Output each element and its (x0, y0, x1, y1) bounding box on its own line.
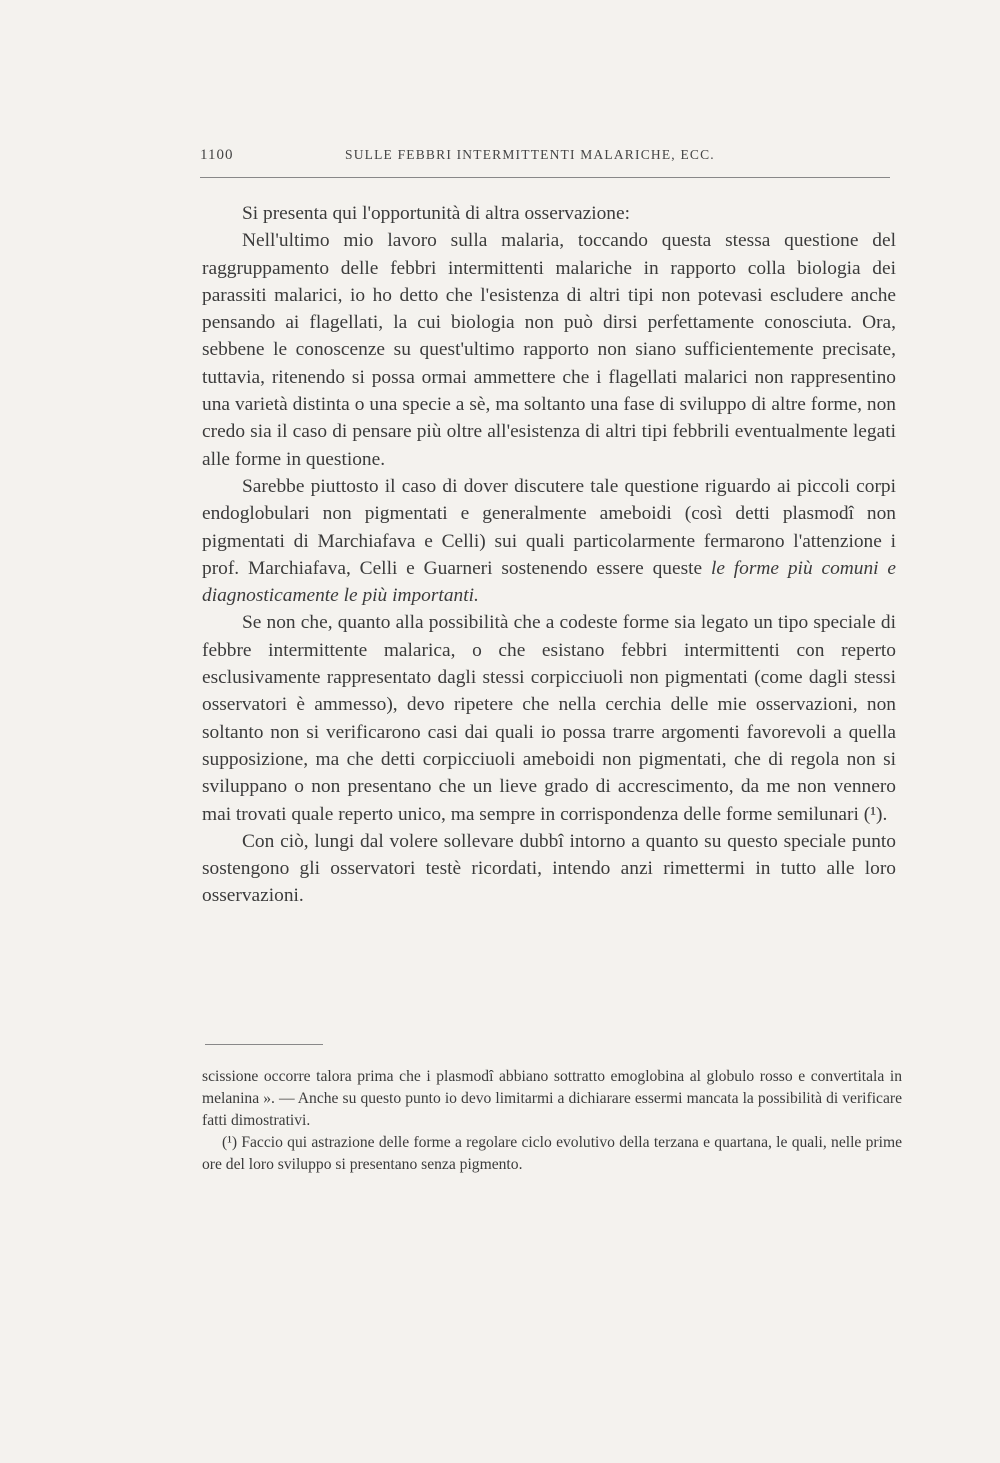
header-rule (200, 177, 890, 178)
footnotes (202, 1066, 902, 1176)
paragraph-2: Nell'ultimo mio lavoro sulla malaria, toccando questa stessa questione del raggruppamento delle febbri intermittenti malariche in rapporto colla biologia dei parassiti malarici, io ho detto che l'esistenza di altri tipi non potevasi escludere anche pensando ai flagellati, la cui biologia non può dirsi perfettamente conosciuta. Ora, sebbene le conoscenze su quest'ultimo rapporto non siano sufficientemente precisate, tuttavia, ritenendo si possa ormai ammettere che i flagellati malarici non rappresentino una varietà distinta o una specie a sè, ma soltanto una fase di sviluppo di altre forme, non credo sia il caso di pensare più oltre all'esistenza di altri tipi febbrili eventualmente legati alle forme in questione. (202, 230, 896, 470)
page-number: 1100 (200, 147, 234, 163)
paragraph-4: Se non che, quanto alla possibilità che a codeste forme sia legato un tipo speciale di febbre intermittente malarica, o che esistano febbri intermittenti con reperto esclusivamente rappresentato dagli stessi corpicciuoli non pigmentati (come dagli stessi osservatori è ammesso), devo ripetere che nella cerchia delle mie osservazioni, non soltanto non si verificarono casi dai quali io possa trarre argomenti favorevoli a quella supposizione, ma che detti corpicciuoli ameboidi non pigmentati, che di regola non si sviluppano o non presentano che un lieve grado di accrescimento, da me non vennero mai trovati quale reperto unico, ma sempre in corrispondenza delle forme semilunari (¹). (202, 612, 896, 825)
footnote-continuation: scissione occorre talora prima che i plasmodî abbiano sottratto emoglobina al globulo rosso e convertitala in melanina ». — Anche su questo punto io devo limitarmi a dichiarare essermi mancata la possibilità di verificare fatti dimostrativi. (202, 1068, 902, 1129)
paragraph-3 (202, 473, 896, 609)
paragraph-3-italic: le forme più comuni e diagnosticamente le più importanti. (202, 557, 896, 607)
paragraph-5: Con ciò, lungi dal volere sollevare dubbî intorno a quanto su questo speciale punto sostengono gli osservatori testè ricordati, intendo anzi rimettermi in tutto alle loro osservazioni. (202, 830, 896, 907)
footnote-1: (¹) Faccio qui astrazione delle forme a regolare ciclo evolutivo della terzana e quartana, le quali, nelle prime ore del loro sviluppo si presentano senza pigmento. (202, 1134, 902, 1173)
paragraph-1: Si presenta qui l'opportunità di altra osservazione: (242, 203, 630, 224)
running-title: SULLE FEBBRI INTERMITTENTI MALARICHE, ECC. (345, 147, 715, 162)
body-text (202, 200, 896, 910)
page-header (200, 147, 890, 171)
paragraph-3-text: Sarebbe piuttosto il caso di dover discutere tale questione riguardo ai piccoli corpi endoglobulari non pigmentati e generalmente ameboidi (così detti plasmodî non pigmentati di Marchiafava e Celli) sui quali particolarmente fermarono l'attenzione i prof. Marchiafava, Celli e Guarneri sostenendo essere queste (202, 475, 896, 579)
footnote-rule (205, 1044, 323, 1045)
